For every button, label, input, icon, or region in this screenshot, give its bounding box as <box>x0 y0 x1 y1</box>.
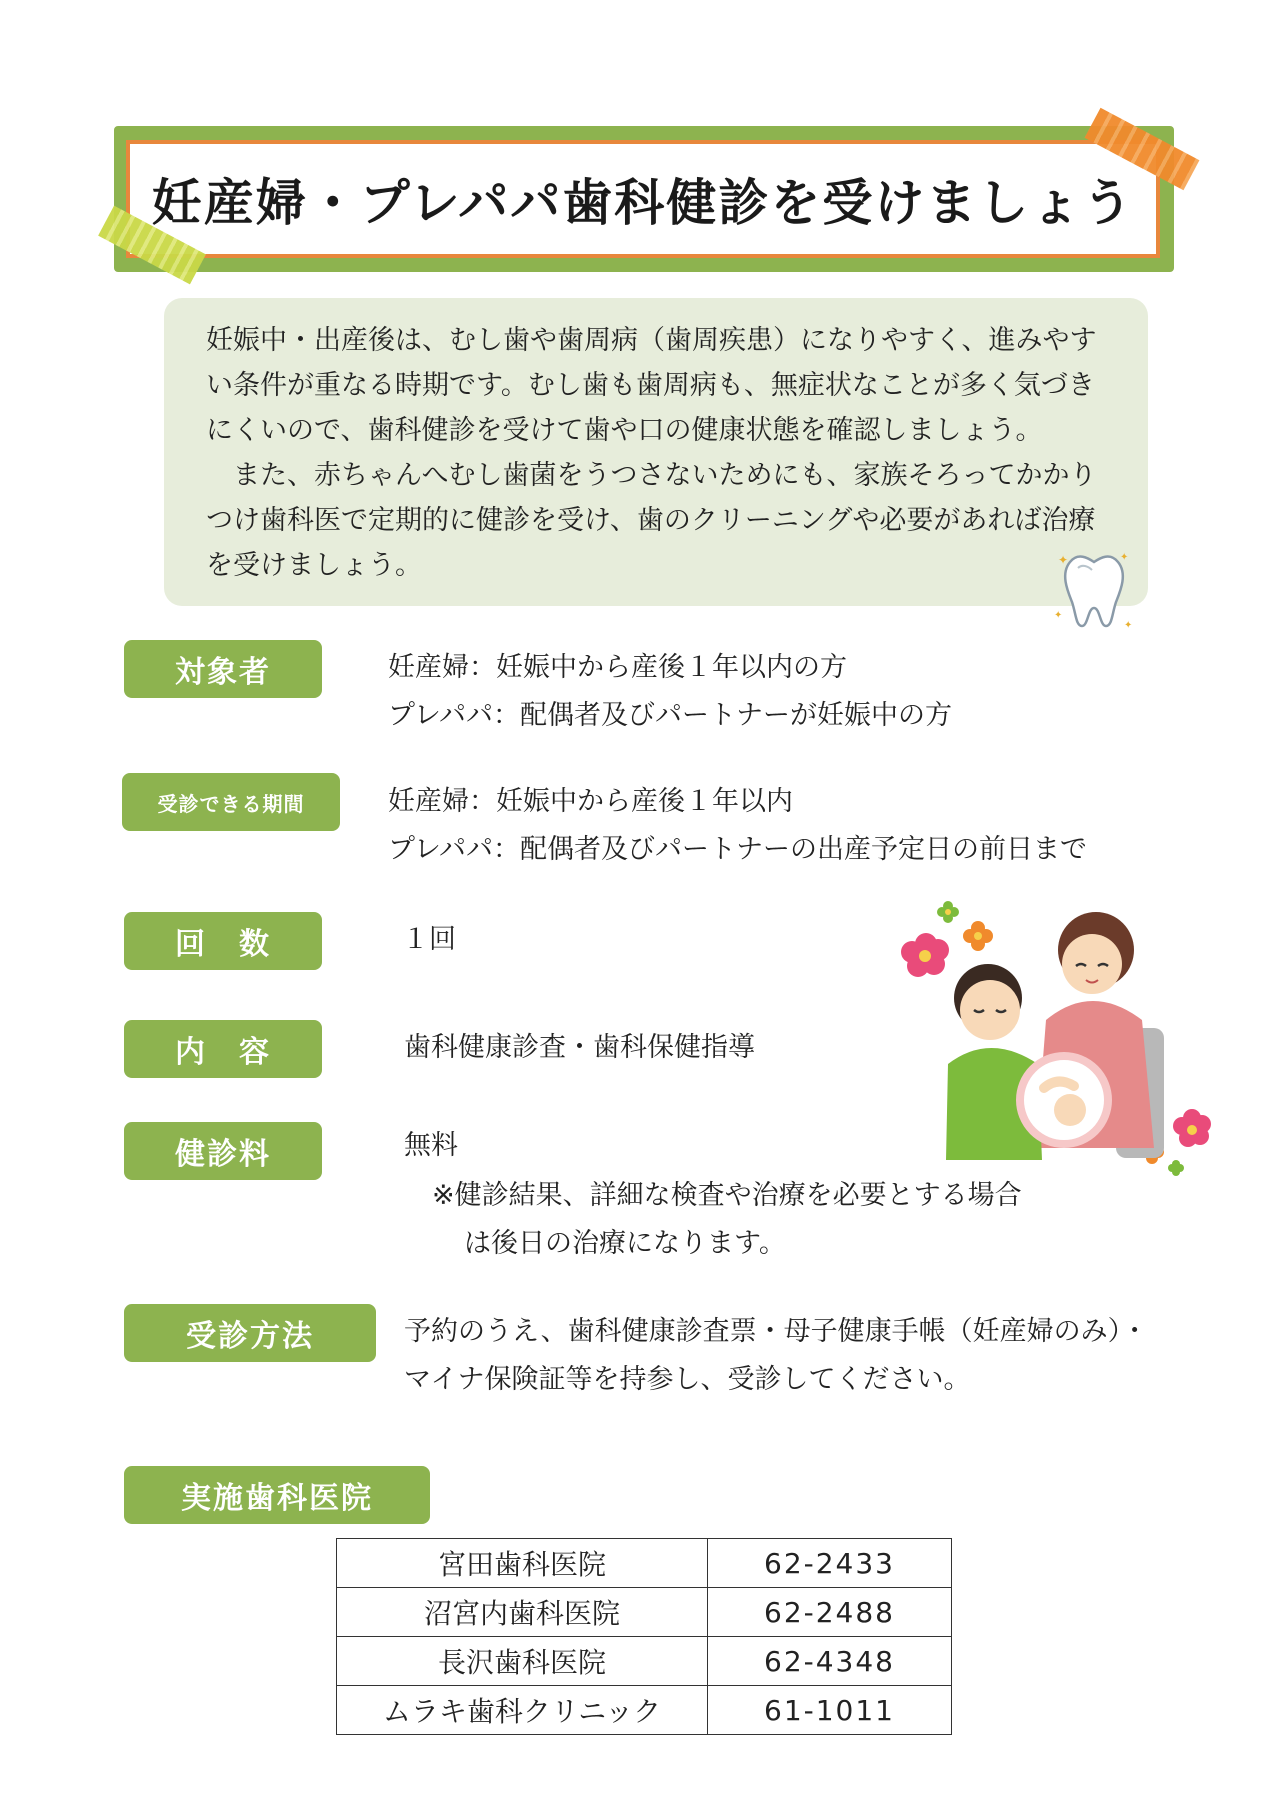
family-illustration <box>896 888 1218 1218</box>
clinic-phone: 62-2433 <box>708 1539 952 1588</box>
intro-paragraph-2: また、赤ちゃんへむし歯菌をうつさないためにも、家族そろってかかりつけ歯科医で定期的に健診を受け、歯のクリーニングや必要があれば治療を受けましょう。 <box>206 460 1097 581</box>
target-line-2: プレパパ：配偶者及びパートナーが妊娠中の方 <box>388 700 953 731</box>
flower-icon <box>937 901 959 923</box>
clinic-name: 宮田歯科医院 <box>337 1539 708 1588</box>
intro-paragraph-1: 妊娠中・出産後は、むし歯や歯周病（歯周疾患）になりやすく、進みやすい条件が重なる時期です。むし歯も歯周病も、無症状なことが多く気づきにくいので、歯科健診を受けて歯や口の健康状態を確認しましょう。 <box>206 325 1097 446</box>
page-title: 妊産婦・プレパパ歯科健診を受けましょう <box>151 174 1135 232</box>
count-value: １回 <box>402 924 456 955</box>
target-line-1: 妊産婦：妊娠中から産後１年以内の方 <box>388 652 847 683</box>
table-row <box>337 1588 952 1637</box>
clinic-name: 沼宮内歯科医院 <box>337 1588 708 1637</box>
fee-note-2: は後日の治療になります。 <box>464 1228 786 1259</box>
label-method: 受診方法 <box>124 1304 376 1362</box>
clinics-table <box>336 1538 952 1735</box>
clinic-phone: 62-4348 <box>708 1637 952 1686</box>
period-line-2: プレパパ：配偶者及びパートナーの出産予定日の前日まで <box>388 834 1088 865</box>
svg-text:✦: ✦ <box>1054 610 1063 621</box>
clinic-name: 長沢歯科医院 <box>337 1637 708 1686</box>
flower-icon <box>1168 1160 1184 1176</box>
flower-icon <box>1173 1109 1211 1147</box>
fee-value: 無料 <box>404 1130 458 1161</box>
flower-icon <box>963 921 993 951</box>
method-line-1: 予約のうえ、歯科健康診査票・母子健康手帳（妊産婦のみ）・ <box>404 1316 1149 1347</box>
period-line-1: 妊産婦：妊娠中から産後１年以内 <box>388 786 793 817</box>
table-row <box>337 1637 952 1686</box>
clinic-name: ムラキ歯科クリニック <box>337 1686 708 1735</box>
intro-text <box>206 318 1116 588</box>
table-row <box>337 1539 952 1588</box>
fee-note-1: ※健診結果、詳細な検査や治療を必要とする場合 <box>432 1180 1022 1211</box>
label-content: 内 容 <box>124 1020 322 1078</box>
clinic-phone: 62-2488 <box>708 1588 952 1637</box>
label-clinics: 実施歯科医院 <box>124 1466 430 1524</box>
flower-icon <box>901 933 949 977</box>
label-target: 対象者 <box>124 640 322 698</box>
svg-text:✦: ✦ <box>1120 552 1129 563</box>
method-line-2: マイナ保険証等を持参し、受診してください。 <box>404 1364 971 1395</box>
content-value: 歯科健康診査・歯科保健指導 <box>404 1032 755 1063</box>
svg-text:✦: ✦ <box>1058 553 1069 567</box>
label-fee: 健診料 <box>124 1122 322 1180</box>
label-count: 回 数 <box>124 912 322 970</box>
svg-text:✦: ✦ <box>1124 620 1133 631</box>
clinic-phone: 61-1011 <box>708 1686 952 1735</box>
table-row <box>337 1686 952 1735</box>
tooth-icon <box>1054 548 1134 632</box>
label-period: 受診できる期間 <box>122 773 340 831</box>
